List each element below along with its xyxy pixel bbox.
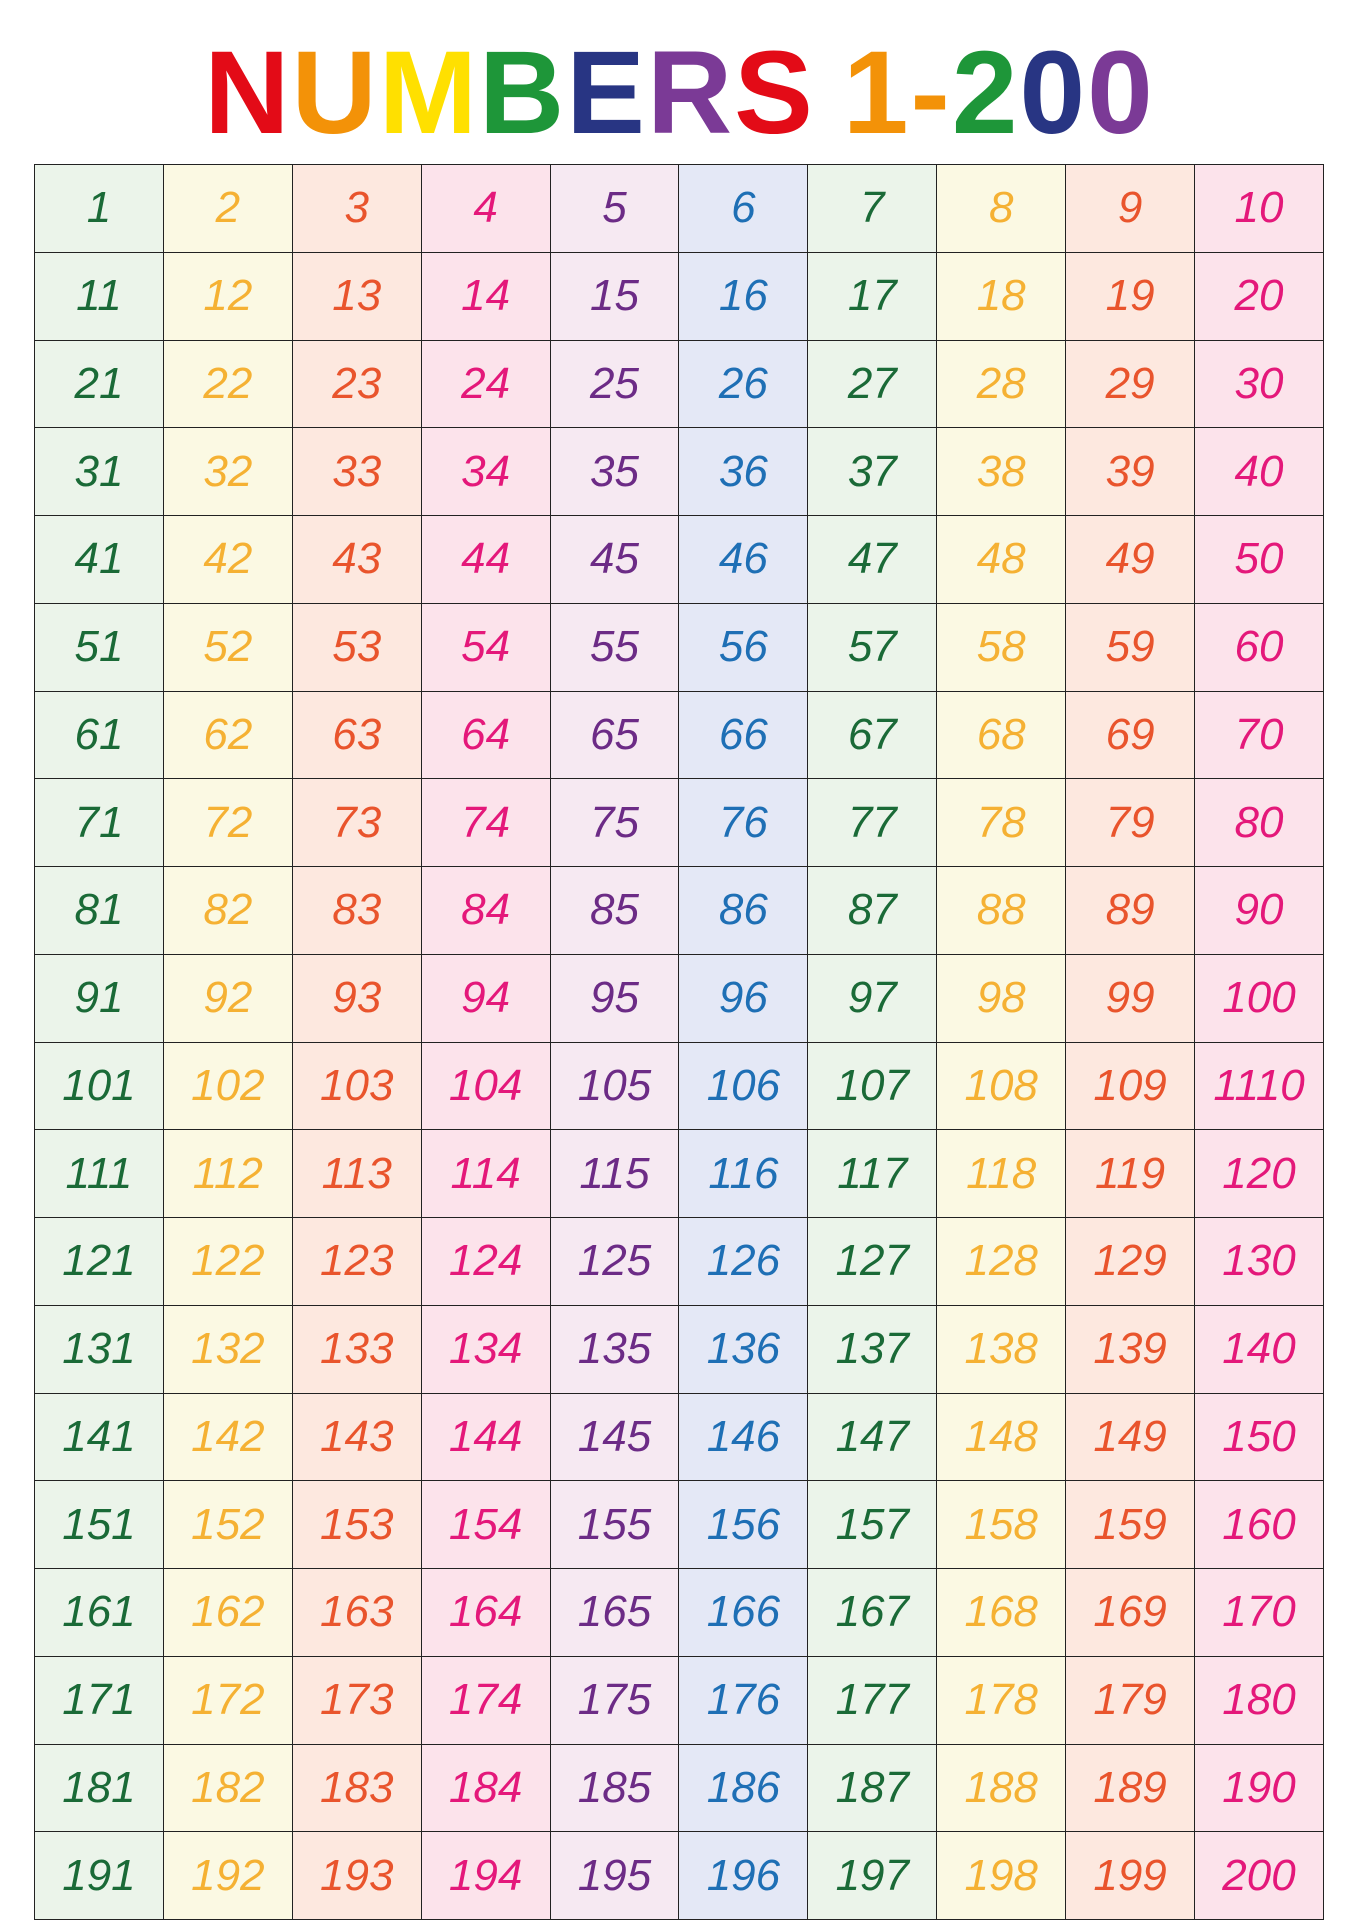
number-cell: 178 <box>937 1656 1066 1744</box>
number-cell: 2 <box>163 165 292 253</box>
number-cell: 87 <box>808 867 937 955</box>
number-cell: 119 <box>1066 1130 1195 1218</box>
number-cell: 142 <box>163 1393 292 1481</box>
number-cell: 124 <box>421 1218 550 1306</box>
number-cell: 145 <box>550 1393 679 1481</box>
number-cell: 104 <box>421 1042 550 1130</box>
number-cell: 12 <box>163 252 292 340</box>
number-cell: 130 <box>1195 1218 1324 1306</box>
number-cell: 122 <box>163 1218 292 1306</box>
number-cell: 103 <box>292 1042 421 1130</box>
number-cell: 101 <box>35 1042 164 1130</box>
number-cell: 6 <box>679 165 808 253</box>
number-cell: 129 <box>1066 1218 1195 1306</box>
number-cell: 69 <box>1066 691 1195 779</box>
number-cell: 146 <box>679 1393 808 1481</box>
number-cell: 7 <box>808 165 937 253</box>
number-cell: 74 <box>421 779 550 867</box>
number-cell: 4 <box>421 165 550 253</box>
number-cell: 107 <box>808 1042 937 1130</box>
grid-row <box>35 1656 1324 1744</box>
number-cell: 54 <box>421 603 550 691</box>
number-cell: 168 <box>937 1569 1066 1657</box>
number-cell: 27 <box>808 340 937 428</box>
number-cell: 128 <box>937 1218 1066 1306</box>
number-cell: 96 <box>679 954 808 1042</box>
number-cell: 43 <box>292 516 421 604</box>
number-cell: 171 <box>35 1656 164 1744</box>
number-cell: 155 <box>550 1481 679 1569</box>
number-cell: 5 <box>550 165 679 253</box>
number-cell: 180 <box>1195 1656 1324 1744</box>
number-cell: 94 <box>421 954 550 1042</box>
number-cell: 25 <box>550 340 679 428</box>
number-cell: 84 <box>421 867 550 955</box>
number-cell: 158 <box>937 1481 1066 1569</box>
number-cell: 41 <box>35 516 164 604</box>
grid-row <box>35 1130 1324 1218</box>
number-cell: 139 <box>1066 1305 1195 1393</box>
number-cell: 184 <box>421 1744 550 1832</box>
number-cell: 37 <box>808 428 937 516</box>
title-letter: N <box>204 27 292 159</box>
number-cell: 52 <box>163 603 292 691</box>
number-cell: 44 <box>421 516 550 604</box>
number-cell: 75 <box>550 779 679 867</box>
title-letter: U <box>291 27 379 159</box>
number-cell: 186 <box>679 1744 808 1832</box>
number-cell: 197 <box>808 1832 937 1920</box>
number-cell: 48 <box>937 516 1066 604</box>
number-cell: 72 <box>163 779 292 867</box>
number-cell: 193 <box>292 1832 421 1920</box>
number-cell: 149 <box>1066 1393 1195 1481</box>
number-cell: 91 <box>35 954 164 1042</box>
number-cell: 185 <box>550 1744 679 1832</box>
number-cell: 71 <box>35 779 164 867</box>
number-cell: 150 <box>1195 1393 1324 1481</box>
number-cell: 167 <box>808 1569 937 1657</box>
number-cell: 148 <box>937 1393 1066 1481</box>
number-cell: 108 <box>937 1042 1066 1130</box>
number-cell: 90 <box>1195 867 1324 955</box>
title-letter: E <box>566 27 647 159</box>
number-cell: 125 <box>550 1218 679 1306</box>
number-cell: 194 <box>421 1832 550 1920</box>
number-cell: 33 <box>292 428 421 516</box>
grid-row <box>35 340 1324 428</box>
number-cell: 70 <box>1195 691 1324 779</box>
number-cell: 42 <box>163 516 292 604</box>
number-cell: 95 <box>550 954 679 1042</box>
number-cell: 97 <box>808 954 937 1042</box>
title-letter: S <box>734 27 815 159</box>
number-cell: 20 <box>1195 252 1324 340</box>
number-cell: 160 <box>1195 1481 1324 1569</box>
number-cell: 135 <box>550 1305 679 1393</box>
number-cell: 179 <box>1066 1656 1195 1744</box>
number-cell: 140 <box>1195 1305 1324 1393</box>
number-cell: 51 <box>35 603 164 691</box>
number-cell: 152 <box>163 1481 292 1569</box>
number-cell: 46 <box>679 516 808 604</box>
number-cell: 45 <box>550 516 679 604</box>
grid-row <box>35 779 1324 867</box>
number-cell: 31 <box>35 428 164 516</box>
number-cell: 36 <box>679 428 808 516</box>
number-cell: 147 <box>808 1393 937 1481</box>
number-cell: 13 <box>292 252 421 340</box>
number-cell: 83 <box>292 867 421 955</box>
number-cell: 115 <box>550 1130 679 1218</box>
number-cell: 53 <box>292 603 421 691</box>
grid-row <box>35 1042 1324 1130</box>
number-cell: 62 <box>163 691 292 779</box>
number-cell: 32 <box>163 428 292 516</box>
number-cell: 200 <box>1195 1832 1324 1920</box>
number-cell: 21 <box>35 340 164 428</box>
number-cell: 195 <box>550 1832 679 1920</box>
number-cell: 174 <box>421 1656 550 1744</box>
number-cell: 22 <box>163 340 292 428</box>
number-cell: 159 <box>1066 1481 1195 1569</box>
number-cell: 93 <box>292 954 421 1042</box>
number-cell: 8 <box>937 165 1066 253</box>
grid-row <box>35 1481 1324 1569</box>
number-cell: 1 <box>35 165 164 253</box>
number-cell: 19 <box>1066 252 1195 340</box>
number-cell: 82 <box>163 867 292 955</box>
number-cell: 99 <box>1066 954 1195 1042</box>
number-cell: 50 <box>1195 516 1324 604</box>
grid-row <box>35 1832 1324 1920</box>
number-cell: 166 <box>679 1569 808 1657</box>
number-cell: 117 <box>808 1130 937 1218</box>
number-cell: 161 <box>35 1569 164 1657</box>
number-cell: 88 <box>937 867 1066 955</box>
number-cell: 126 <box>679 1218 808 1306</box>
number-cell: 63 <box>292 691 421 779</box>
grid-row <box>35 1218 1324 1306</box>
number-cell: 76 <box>679 779 808 867</box>
number-cell: 191 <box>35 1832 164 1920</box>
number-cell: 102 <box>163 1042 292 1130</box>
number-cell: 189 <box>1066 1744 1195 1832</box>
number-cell: 151 <box>35 1481 164 1569</box>
number-cell: 132 <box>163 1305 292 1393</box>
number-cell: 143 <box>292 1393 421 1481</box>
number-cell: 14 <box>421 252 550 340</box>
number-cell: 78 <box>937 779 1066 867</box>
number-cell: 66 <box>679 691 808 779</box>
grid-row <box>35 603 1324 691</box>
number-cell: 86 <box>679 867 808 955</box>
number-cell: 199 <box>1066 1832 1195 1920</box>
number-cell: 177 <box>808 1656 937 1744</box>
number-cell: 92 <box>163 954 292 1042</box>
number-cell: 109 <box>1066 1042 1195 1130</box>
number-cell: 49 <box>1066 516 1195 604</box>
number-cell: 55 <box>550 603 679 691</box>
number-cell: 134 <box>421 1305 550 1393</box>
grid-row <box>35 516 1324 604</box>
number-cell: 111 <box>35 1130 164 1218</box>
title-letter: - <box>910 27 952 159</box>
number-cell: 10 <box>1195 165 1324 253</box>
grid-row <box>35 1393 1324 1481</box>
number-cell: 181 <box>35 1744 164 1832</box>
number-cell: 165 <box>550 1569 679 1657</box>
number-cell: 196 <box>679 1832 808 1920</box>
number-cell: 18 <box>937 252 1066 340</box>
grid-row <box>35 165 1324 253</box>
grid-row <box>35 252 1324 340</box>
number-cell: 24 <box>421 340 550 428</box>
number-cell: 187 <box>808 1744 937 1832</box>
number-cell: 57 <box>808 603 937 691</box>
number-cell: 9 <box>1066 165 1195 253</box>
number-cell: 65 <box>550 691 679 779</box>
number-cell: 169 <box>1066 1569 1195 1657</box>
number-cell: 11 <box>35 252 164 340</box>
number-cell: 59 <box>1066 603 1195 691</box>
title-letter: R <box>646 27 735 159</box>
number-cell: 30 <box>1195 340 1324 428</box>
number-cell: 29 <box>1066 340 1195 428</box>
grid-row <box>35 691 1324 779</box>
number-cell: 182 <box>163 1744 292 1832</box>
number-cell: 47 <box>808 516 937 604</box>
number-cell: 154 <box>421 1481 550 1569</box>
number-cell: 138 <box>937 1305 1066 1393</box>
title-letter: 0 <box>1087 27 1155 159</box>
number-cell: 35 <box>550 428 679 516</box>
number-cell: 170 <box>1195 1569 1324 1657</box>
number-cell: 77 <box>808 779 937 867</box>
number-cell: 58 <box>937 603 1066 691</box>
number-cell: 100 <box>1195 954 1324 1042</box>
number-cell: 23 <box>292 340 421 428</box>
title-letter: 1 <box>842 27 911 159</box>
grid-row <box>35 1305 1324 1393</box>
number-cell: 131 <box>35 1305 164 1393</box>
number-cell: 17 <box>808 252 937 340</box>
number-cell: 80 <box>1195 779 1324 867</box>
number-cell: 34 <box>421 428 550 516</box>
title-letter: M <box>378 27 479 159</box>
number-cell: 40 <box>1195 428 1324 516</box>
number-cell: 183 <box>292 1744 421 1832</box>
number-cell: 190 <box>1195 1744 1324 1832</box>
number-cell: 39 <box>1066 428 1195 516</box>
number-cell: 172 <box>163 1656 292 1744</box>
number-cell: 60 <box>1195 603 1324 691</box>
number-cell: 116 <box>679 1130 808 1218</box>
number-cell: 114 <box>421 1130 550 1218</box>
number-cell: 98 <box>937 954 1066 1042</box>
number-cell: 64 <box>421 691 550 779</box>
number-cell: 175 <box>550 1656 679 1744</box>
number-cell: 173 <box>292 1656 421 1744</box>
number-cell: 176 <box>679 1656 808 1744</box>
number-cell: 79 <box>1066 779 1195 867</box>
number-cell: 120 <box>1195 1130 1324 1218</box>
number-cell: 153 <box>292 1481 421 1569</box>
grid-row <box>35 1744 1324 1832</box>
number-cell: 68 <box>937 691 1066 779</box>
number-cell: 121 <box>35 1218 164 1306</box>
number-cell: 106 <box>679 1042 808 1130</box>
number-cell: 81 <box>35 867 164 955</box>
number-grid <box>34 164 1324 1920</box>
number-cell: 162 <box>163 1569 292 1657</box>
number-cell: 163 <box>292 1569 421 1657</box>
number-cell: 118 <box>937 1130 1066 1218</box>
grid-row <box>35 954 1324 1042</box>
grid-row <box>35 1569 1324 1657</box>
number-cell: 73 <box>292 779 421 867</box>
number-cell: 157 <box>808 1481 937 1569</box>
number-cell: 198 <box>937 1832 1066 1920</box>
title-letter: 0 <box>1019 27 1088 159</box>
number-cell: 28 <box>937 340 1066 428</box>
grid-row <box>35 428 1324 516</box>
number-cell: 16 <box>679 252 808 340</box>
number-cell: 61 <box>35 691 164 779</box>
page-title <box>0 28 1359 158</box>
number-cell: 164 <box>421 1569 550 1657</box>
number-cell: 85 <box>550 867 679 955</box>
number-cell: 26 <box>679 340 808 428</box>
number-cell: 67 <box>808 691 937 779</box>
number-cell: 141 <box>35 1393 164 1481</box>
number-cell: 89 <box>1066 867 1195 955</box>
number-cell: 192 <box>163 1832 292 1920</box>
number-cell: 1110 <box>1195 1042 1324 1130</box>
number-cell: 105 <box>550 1042 679 1130</box>
number-cell: 188 <box>937 1744 1066 1832</box>
number-cell: 133 <box>292 1305 421 1393</box>
number-cell: 3 <box>292 165 421 253</box>
number-cell: 127 <box>808 1218 937 1306</box>
number-cell: 38 <box>937 428 1066 516</box>
number-cell: 15 <box>550 252 679 340</box>
number-cell: 113 <box>292 1130 421 1218</box>
number-cell: 112 <box>163 1130 292 1218</box>
number-cell: 123 <box>292 1218 421 1306</box>
number-cell: 56 <box>679 603 808 691</box>
title-letter: B <box>479 27 567 159</box>
number-cell: 136 <box>679 1305 808 1393</box>
title-letter: 2 <box>951 27 1020 159</box>
number-cell: 137 <box>808 1305 937 1393</box>
number-cell: 144 <box>421 1393 550 1481</box>
grid-row <box>35 867 1324 955</box>
number-cell: 156 <box>679 1481 808 1569</box>
